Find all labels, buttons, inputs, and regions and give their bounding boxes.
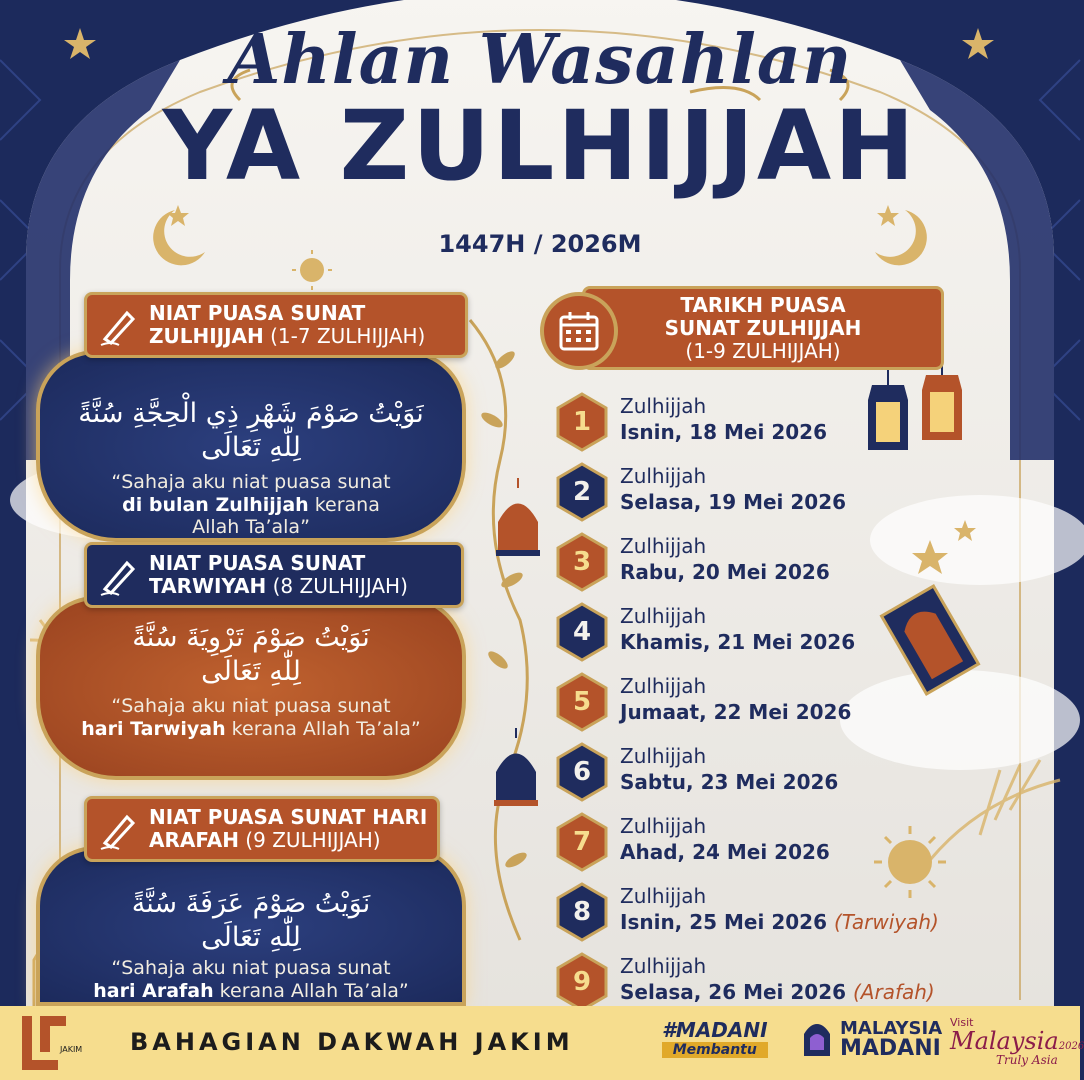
jakim-logo [14, 1010, 83, 1076]
visit-malaysia-logo: Visit Malaysia2026 Truly Asia [950, 1016, 1084, 1067]
day-row [556, 882, 956, 944]
niat-header-arafah: NIAT PUASA SUNAT HARI ARAFAH (9 ZULHIJJAH) [84, 796, 440, 862]
translation: “Sahaja aku niat puasa sunat hari Arafah kerana Allah Ta’ala” [93, 956, 409, 1002]
day-number: 6 [572, 757, 592, 787]
day-note: (Arafah) [853, 980, 935, 1004]
day-month: Zulhijjah [620, 814, 707, 838]
title-main: YA ZULHIJJAH [162, 90, 918, 202]
day-number: 5 [572, 687, 592, 717]
day-row [556, 672, 956, 734]
day-row [556, 812, 956, 874]
day-row [556, 952, 956, 1014]
day-date: Selasa, 26 Mei 2026 (Arafah) [620, 980, 935, 1004]
arabic-text-2: لِلّٰهِ تَعَالَى [201, 922, 301, 954]
pen-icon [97, 555, 141, 599]
day-date: Jumaat, 22 Mei 2026 [620, 700, 852, 724]
year-label: 1447H / 2026M [438, 230, 642, 258]
translation: “Sahaja aku niat puasa sunat hari Tarwiyah kerana Allah Ta’ala” [81, 694, 421, 740]
day-row [556, 462, 956, 524]
arabic-text-2: لِلّٰهِ تَعَالَى [201, 656, 301, 688]
day-number: 2 [572, 477, 592, 507]
day-row [556, 392, 956, 454]
footer-organization: BAHAGIAN DAKWAH JAKIM [130, 1028, 574, 1056]
day-row [556, 532, 956, 594]
pen-icon [97, 305, 141, 349]
calendar-icon [557, 309, 601, 353]
niat-panel-arafah [36, 846, 466, 1006]
translation: “Sahaja aku niat puasa sunat di bulan Zulhijjah kerana Allah Ta’ala” [111, 470, 391, 539]
day-month: Zulhijjah [620, 394, 707, 418]
title-script: Ahlan Wasahlan [227, 20, 853, 100]
day-number: 7 [572, 827, 592, 857]
day-date: Rabu, 20 Mei 2026 [620, 560, 830, 584]
niat-header-tarwiyah: NIAT PUASA SUNAT TARWIYAH (8 ZULHIJJAH) [84, 542, 464, 608]
day-number: 8 [572, 897, 592, 927]
day-month: Zulhijjah [620, 674, 707, 698]
arabic-text: نَوَيْتُ صَوْمَ شَهْرِ ذِي الْحِجَّةِ سُنَّةً [78, 398, 424, 429]
madani-membantu-logo: #MADANI Membantu [662, 1018, 768, 1058]
day-number: 4 [572, 617, 592, 647]
footer-bar [0, 1006, 1084, 1080]
niat-panel-tarwiyah [36, 596, 466, 780]
day-row [556, 742, 956, 804]
madani-emblem-icon [800, 1020, 834, 1060]
day-date: Ahad, 24 Mei 2026 [620, 840, 830, 864]
day-date: Isnin, 25 Mei 2026 (Tarwiyah) [620, 910, 939, 934]
day-note: (Tarwiyah) [833, 910, 939, 934]
day-date: Sabtu, 23 Mei 2026 [620, 770, 839, 794]
day-month: Zulhijjah [620, 954, 707, 978]
day-month: Zulhijjah [620, 884, 707, 908]
malaysia-madani-logo: MALAYSIA MADANI [800, 1020, 942, 1060]
day-month: Zulhijjah [620, 534, 707, 558]
niat-header-zulhijjah: NIAT PUASA SUNAT ZULHIJJAH (1-7 ZULHIJJAH) [84, 292, 468, 358]
tarikh-header: TARIKH PUASA SUNAT ZULHIJJAH (1-9 ZULHIJJAH) [582, 286, 944, 370]
day-row [556, 602, 956, 664]
day-month: Zulhijjah [620, 744, 707, 768]
day-date: Khamis, 21 Mei 2026 [620, 630, 856, 654]
day-month: Zulhijjah [620, 604, 707, 628]
day-number: 9 [572, 967, 592, 997]
day-number: 1 [572, 407, 592, 437]
calendar-badge [540, 292, 618, 370]
day-date: Selasa, 19 Mei 2026 [620, 490, 847, 514]
day-number: 3 [572, 547, 592, 577]
day-month: Zulhijjah [620, 464, 707, 488]
arabic-text: نَوَيْتُ صَوْمَ عَرَفَةَ سُنَّةً [131, 888, 371, 919]
arabic-text-2: لِلّٰهِ تَعَالَى [201, 432, 301, 464]
svg-text:JAKIM: JAKIM [60, 1045, 83, 1054]
day-date: Isnin, 18 Mei 2026 [620, 420, 827, 444]
niat-panel-zulhijjah [36, 350, 466, 542]
pen-icon [97, 809, 141, 853]
arabic-text: نَوَيْتُ صَوْمَ تَرْوِيَةَ سُنَّةً [132, 622, 370, 653]
